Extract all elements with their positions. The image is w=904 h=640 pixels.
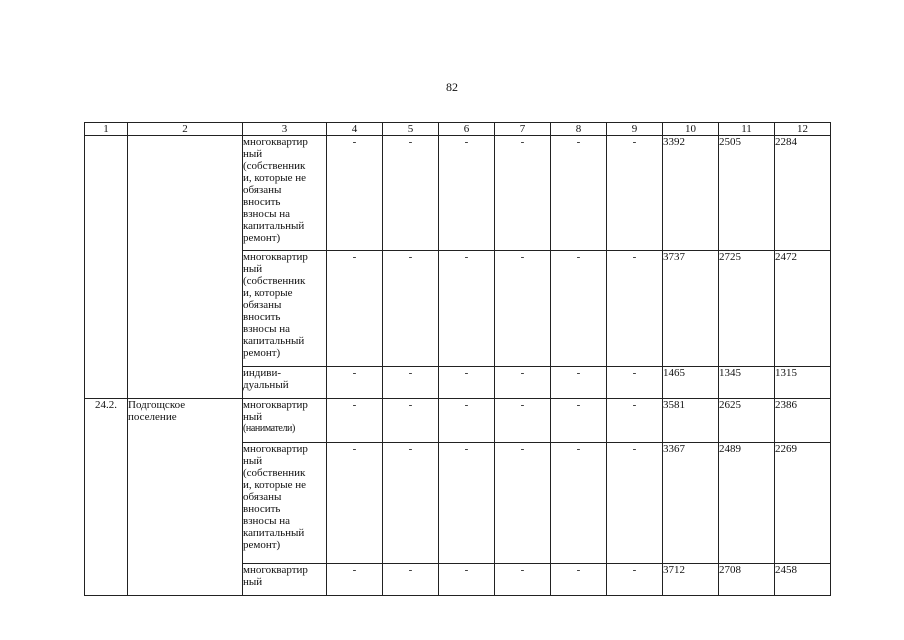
- value-cell: -: [439, 443, 495, 564]
- value-cell: -: [383, 443, 439, 564]
- column-header: 10: [663, 123, 719, 136]
- value-cell: -: [551, 564, 607, 596]
- value-cell: 1465: [663, 367, 719, 399]
- value-cell: -: [495, 251, 551, 367]
- column-header: 5: [383, 123, 439, 136]
- value-cell: 2708: [719, 564, 775, 596]
- value-cell: 3712: [663, 564, 719, 596]
- value-cell: -: [327, 399, 383, 443]
- value-cell: -: [439, 136, 495, 251]
- value-cell: -: [327, 251, 383, 367]
- value-cell: 2458: [775, 564, 831, 596]
- header-row: [85, 123, 831, 136]
- row-index-cell: 24.2.: [85, 399, 128, 596]
- value-cell: 2725: [719, 251, 775, 367]
- column-header: 9: [607, 123, 663, 136]
- value-cell: -: [439, 367, 495, 399]
- value-cell: -: [495, 564, 551, 596]
- page-number: 82: [446, 80, 458, 94]
- value-cell: -: [551, 443, 607, 564]
- value-cell: -: [383, 399, 439, 443]
- value-cell: 2269: [775, 443, 831, 564]
- value-cell: -: [607, 564, 663, 596]
- value-cell: 1345: [719, 367, 775, 399]
- value-cell: 2472: [775, 251, 831, 367]
- value-cell: -: [495, 367, 551, 399]
- column-header: 3: [243, 123, 327, 136]
- value-cell: -: [495, 136, 551, 251]
- value-cell: -: [551, 367, 607, 399]
- housing-type-cell: многоквартир ный (собственник и, которые не обязаны вносить взносы на капитальный ремонт): [243, 443, 327, 564]
- housing-type-cell: многоквартир ный: [243, 564, 327, 596]
- value-cell: -: [327, 367, 383, 399]
- value-cell: -: [327, 564, 383, 596]
- housing-type-cell: многоквартир ный (наниматели): [243, 399, 327, 443]
- value-cell: -: [439, 399, 495, 443]
- column-header: 4: [327, 123, 383, 136]
- value-cell: -: [551, 136, 607, 251]
- settlement-name-cell: [128, 136, 243, 399]
- value-cell: -: [327, 136, 383, 251]
- value-cell: -: [551, 251, 607, 367]
- value-cell: -: [383, 564, 439, 596]
- value-cell: 2284: [775, 136, 831, 251]
- value-cell: -: [495, 399, 551, 443]
- value-cell: -: [551, 399, 607, 443]
- table-row: [85, 399, 831, 443]
- value-cell: 3737: [663, 251, 719, 367]
- value-cell: 2489: [719, 443, 775, 564]
- row-index-cell: [85, 136, 128, 399]
- value-cell: 2505: [719, 136, 775, 251]
- housing-type-cell: многоквартир ный (собственник и, которые не обязаны вносить взносы на капитальный ремонт): [243, 136, 327, 251]
- value-cell: -: [607, 251, 663, 367]
- column-header: 12: [775, 123, 831, 136]
- value-cell: -: [607, 367, 663, 399]
- value-cell: -: [383, 251, 439, 367]
- value-cell: 2386: [775, 399, 831, 443]
- value-cell: -: [439, 251, 495, 367]
- housing-type-cell: индиви- дуальный: [243, 367, 327, 399]
- tariff-table: [84, 122, 831, 596]
- column-header: 6: [439, 123, 495, 136]
- value-cell: 3581: [663, 399, 719, 443]
- value-cell: -: [607, 443, 663, 564]
- column-header: 2: [128, 123, 243, 136]
- value-cell: 2625: [719, 399, 775, 443]
- value-cell: 3367: [663, 443, 719, 564]
- value-cell: -: [383, 136, 439, 251]
- value-cell: -: [607, 136, 663, 251]
- value-cell: 1315: [775, 367, 831, 399]
- housing-type-cell: многоквартир ный (собственник и, которые обязаны вносить взносы на капитальный ремонт): [243, 251, 327, 367]
- value-cell: -: [495, 443, 551, 564]
- value-cell: -: [607, 399, 663, 443]
- value-cell: 3392: [663, 136, 719, 251]
- column-header: 7: [495, 123, 551, 136]
- settlement-name-cell: Подгощское поселение: [128, 399, 243, 596]
- column-header: 8: [551, 123, 607, 136]
- value-cell: -: [327, 443, 383, 564]
- value-cell: -: [439, 564, 495, 596]
- table-row: [85, 136, 831, 251]
- column-header: 1: [85, 123, 128, 136]
- value-cell: -: [383, 367, 439, 399]
- column-header: 11: [719, 123, 775, 136]
